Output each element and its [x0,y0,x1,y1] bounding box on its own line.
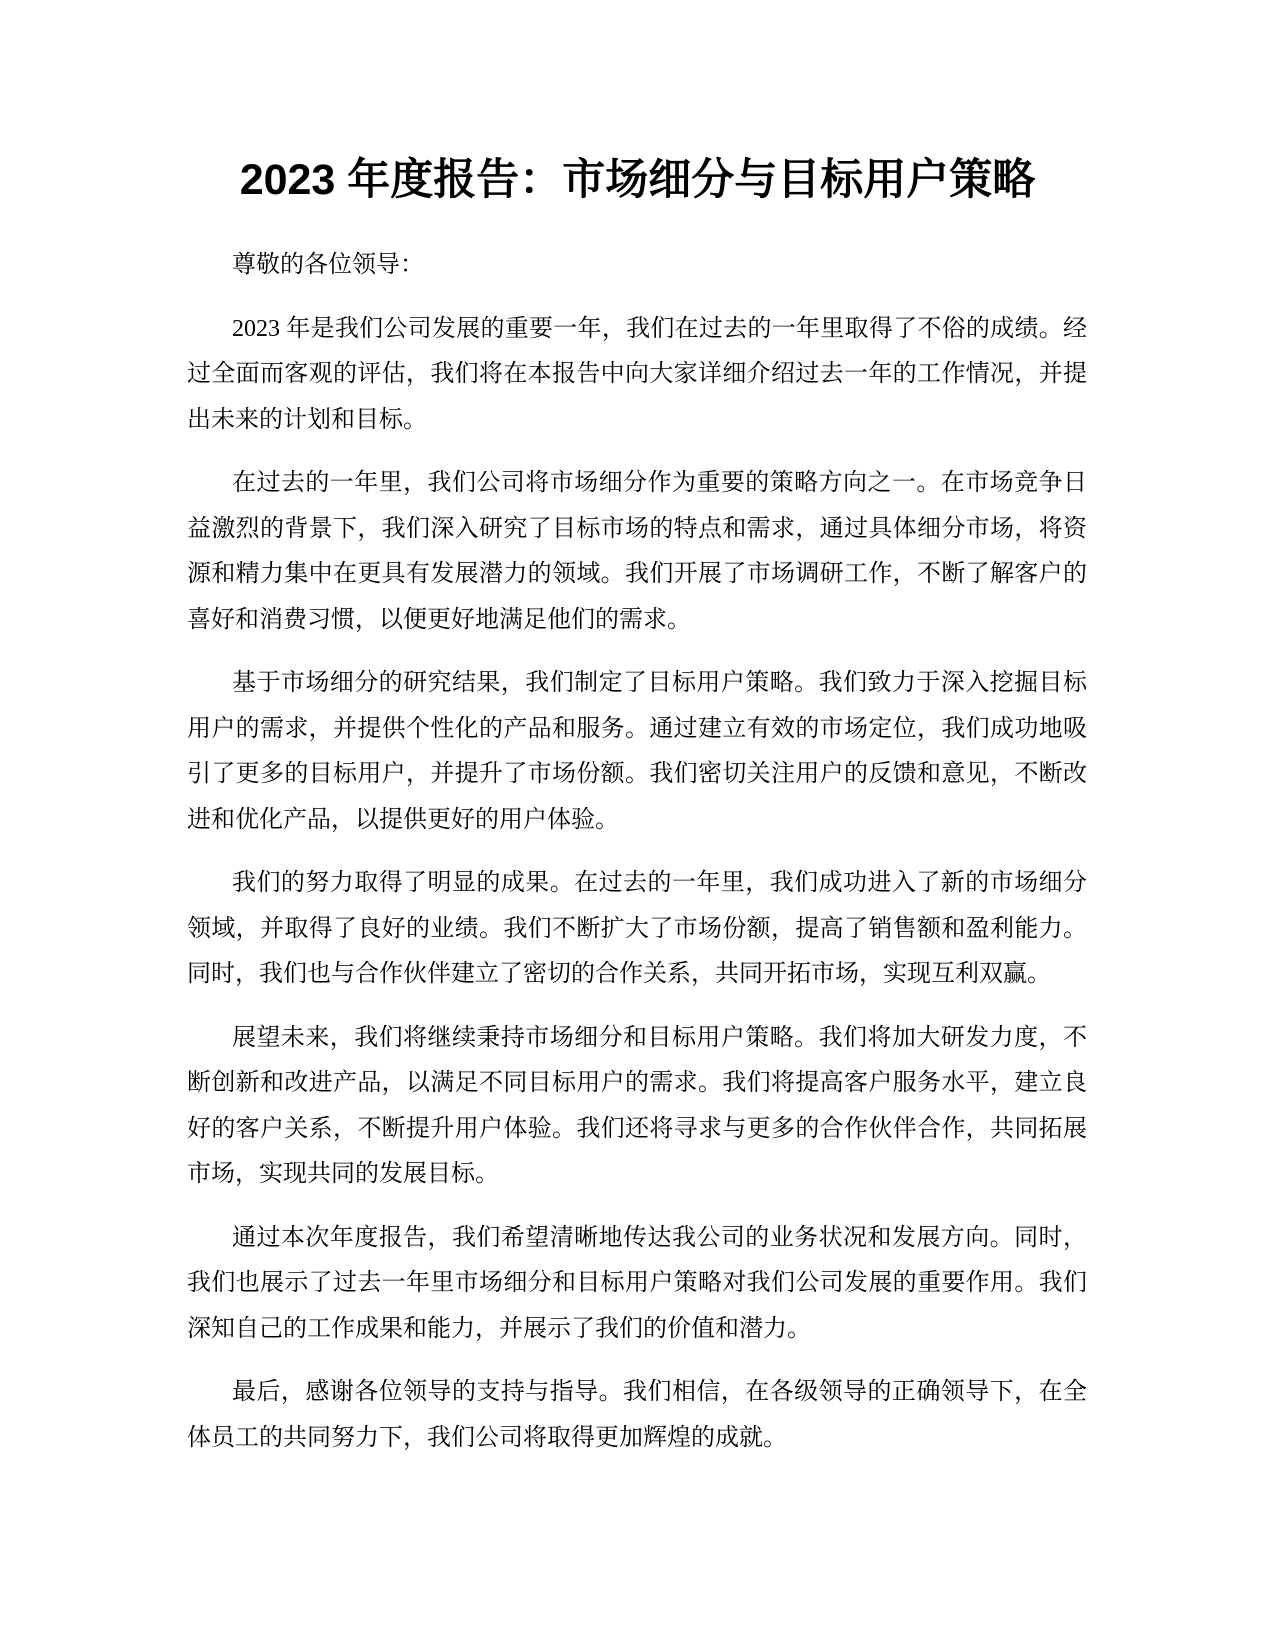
paragraph-market-segmentation: 在过去的一年里，我们公司将市场细分作为重要的策略方向之一。在市场竞争日益激烈的背景下，我们深入研究了目标市场的特点和需求，通过具体细分市场，将资源和精力集中在更具有发展潜力的领域。我们开展了市场调研工作，不断了解客户的喜好和消费习惯，以便更好地满足他们的需求。 [187,470,1087,633]
paragraph-outlook: 展望未来，我们将继续秉持市场细分和目标用户策略。我们将加大研发力度，不断创新和改进产品，以满足不同目标用户的需求。我们将提高客户服务水平，建立良好的客户关系，不断提升用户体验。我们还将寻求与更多的合作伙伴合作，共同拓展市场，实现共同的发展目标。 [187,1024,1087,1187]
paragraph-results: 我们的努力取得了明显的成果。在过去的一年里，我们成功进入了新的市场细分领域，并取得了良好的业绩。我们不断扩大了市场份额，提高了销售额和盈利能力。同时，我们也与合作伙伴建立了密切的合作关系，共同开拓市场，实现互利双赢。 [187,870,1087,987]
paragraph-summary: 通过本次年度报告，我们希望清晰地传达我公司的业务状况和发展方向。同时，我们也展示了过去一年里市场细分和目标用户策略对我们公司发展的重要作用。我们深知自己的工作成果和能力，并展示了我们的价值和潜力。 [187,1224,1087,1342]
paragraph-closing: 最后，感谢各位领导的支持与指导。我们相信，在各级领导的正确领导下，在全体员工的共同努力下，我们公司将取得更加辉煌的成就。 [187,1379,1087,1451]
salutation: 尊敬的各位领导： [232,252,424,278]
document-body [187,243,1087,1479]
document-title: 2023 年度报告：市场细分与目标用户策略 [239,156,1036,204]
paragraph-intro: 2023 年是我们公司发展的重要一年，我们在过去的一年里取得了不俗的成绩。经过全面而客观的评估，我们将在本报告中向大家详细介绍过去一年的工作情况，并提出未来的计划和目标。 [187,315,1087,433]
paragraph-target-user-strategy: 基于市场细分的研究结果，我们制定了目标用户策略。我们致力于深入挖掘目标用户的需求，并提供个性化的产品和服务。通过建立有效的市场定位，我们成功地吸引了更多的目标用户，并提升了市场份额。我们密切关注用户的反馈和意见，不断改进和优化产品，以提供更好的用户体验。 [187,670,1087,833]
